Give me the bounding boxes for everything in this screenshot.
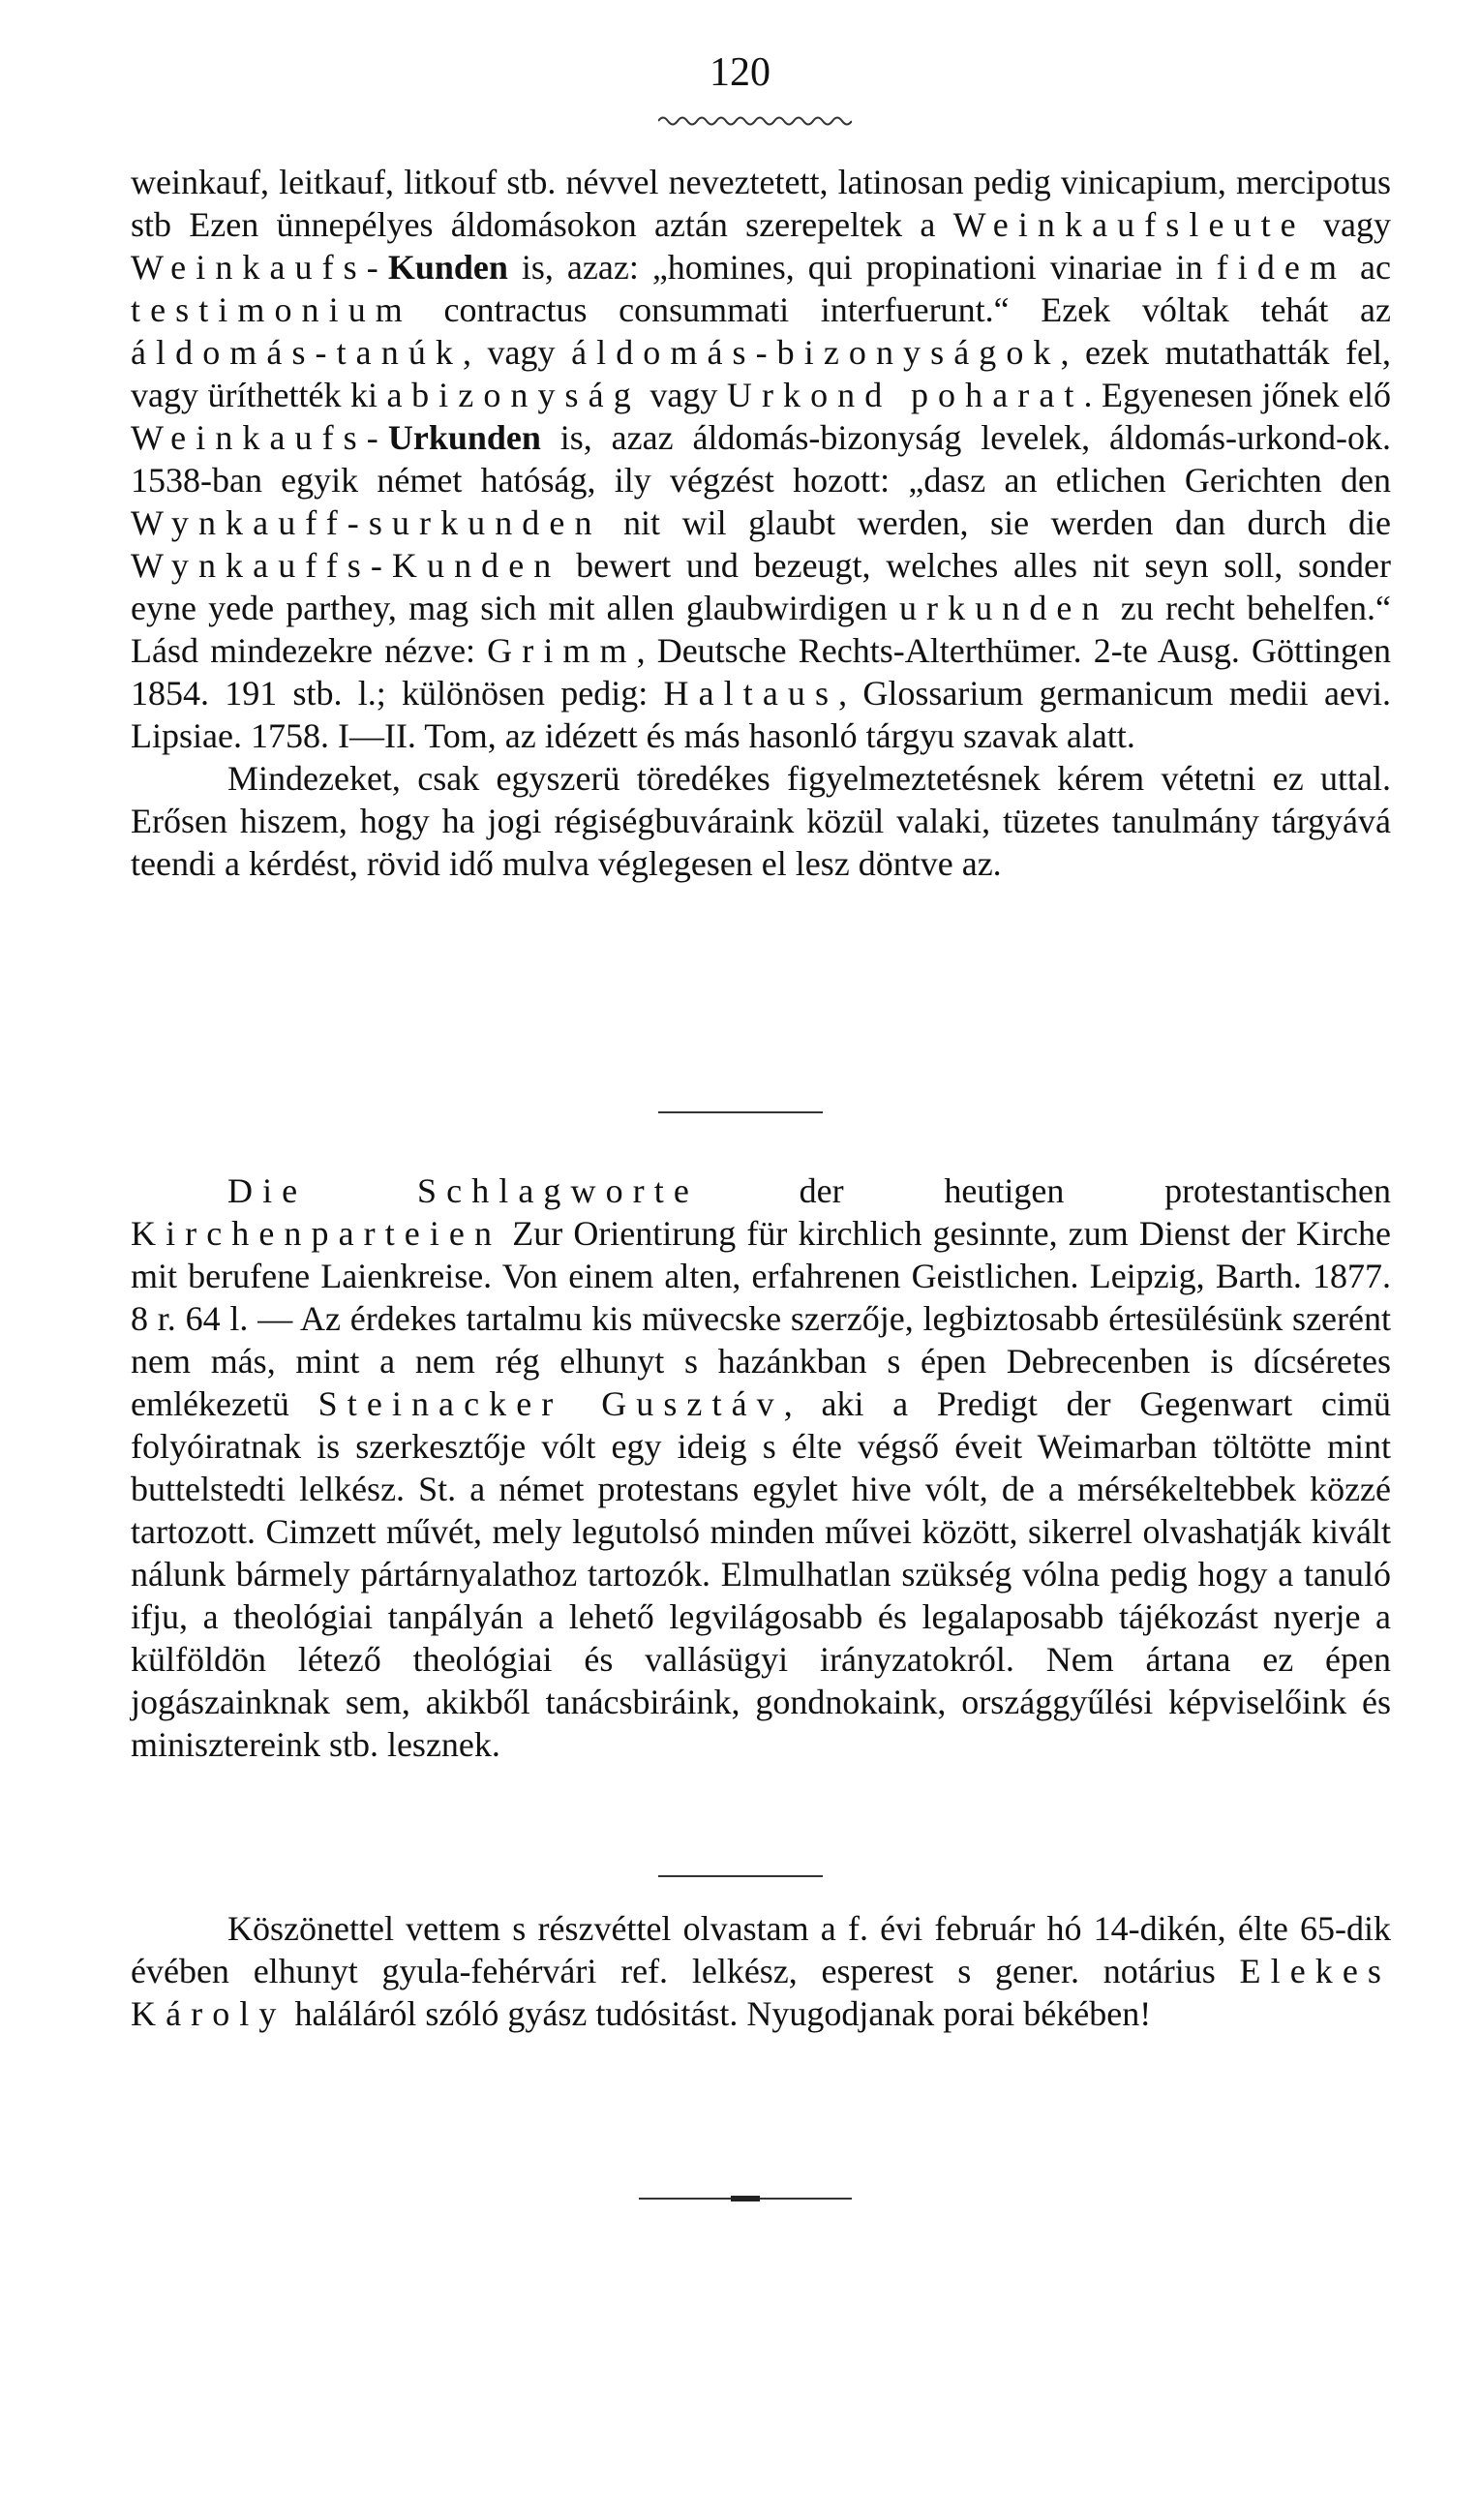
text-run: , Deutsche Rechts-Alterthümer. 2-te Ausg. Göttingen 1854. 191 stb. l.; különösen pedig:	[131, 631, 1391, 713]
page-number: 120	[710, 50, 770, 95]
paragraph	[131, 757, 1391, 885]
section-divider	[658, 1111, 823, 1113]
emphasized-text: Kunden	[387, 248, 508, 287]
text-run: , vagy	[462, 333, 572, 372]
paragraph	[131, 1907, 1391, 2035]
emphasized-text: áldomás-tanúk	[131, 333, 463, 372]
text-run: ac	[1346, 248, 1391, 287]
text-run: weinkauf, leitkauf, litkouf stb. névvel neveztetett, latinosan pedig vinicapium, mercipotus stb Ezen ünnepélyes áldomásokon aztán szerepeltek a	[131, 163, 1391, 244]
paragraph	[131, 161, 1391, 757]
text-run: haláláról szóló gyász tudósitást. Nyugodjanak porai békében!	[286, 1994, 1152, 2033]
text-run: . Egyenesen jőnek elő	[1083, 376, 1392, 414]
obituary-note	[131, 1907, 1391, 2035]
text-run: contractus consummati interfuerunt.“ Ezek vóltak tehát az	[411, 290, 1391, 329]
text-run: vagy	[1305, 205, 1392, 244]
emphasized-text: Steinacker Gusztáv	[317, 1384, 784, 1423]
text-run: is, azaz áldomás-bizonyság levelek, áldomás-urkond-ok. 1538-ban egyik német hatóság, ily végzést hozott: „dasz an etlichen Gerichten den	[131, 418, 1391, 500]
paragraph	[131, 1169, 1391, 1766]
emphasized-text: Urkond poharat	[726, 376, 1084, 414]
text-run: is, azaz: „homines, qui propinationi vinariae in	[507, 248, 1217, 287]
page-number-ornament	[658, 114, 852, 128]
emphasized-text: Elekes Károly	[131, 1952, 1391, 2033]
text-run: zu recht behelfen.“ Lásd mindezekre nézve:	[131, 589, 1391, 670]
emphasized-text: urkunden	[898, 589, 1109, 627]
book-review	[131, 1169, 1391, 1766]
text-run: nit wil glaubt werden, sie werden dan durch die	[601, 503, 1391, 542]
emphasized-text: Weinkaufs-	[131, 248, 388, 287]
section-divider	[658, 1875, 823, 1877]
emphasized-text: fidem	[1216, 248, 1347, 287]
text-run: , aki a Predigt der Gegenwart cimü folyóiratnak is szerkesztője vólt egy ideig s élte végső éveit Weimarban töltötte mint buttelstedti lelkész. St. a német protestans egylet hive vólt, de a mérsékeltebbek közzé tartozott. Cimzett művét, mely legutolsó minden művei között, sikerrel olvashatják kivált nálunk bármely pártárnyalathoz tartozók. Elmulhatlan szükség vólna pedig hogy a tanuló ifju, a theológiai tanpályán a lehető legvilágosabb és legalaposabb tájékozást nyerje a külföldön létező theológiai és vallásügyi irányzatokról. Nem ártana ez épen jogászainknak sem, akikből tanácsbiráink, gondnokaink, országgyűlési képviselőink és minisztereink stb. lesznek.	[131, 1384, 1391, 1764]
emphasized-text: bizonyság	[411, 376, 641, 414]
text-run: , Glossarium germanicum medii aevi. Lipsiae. 1758. I—II. Tom, az idézett és más hasonló tárgyu szavak alatt.	[131, 674, 1391, 755]
emphasized-text: Haltaus	[663, 674, 839, 713]
emphasized-text: Kirchenparteien	[131, 1214, 502, 1253]
emphasized-text: Grimm	[487, 631, 637, 670]
text-run: der heutigen protestantischen	[698, 1171, 1391, 1210]
emphasized-text: testimonium	[131, 290, 412, 329]
emphasized-text: Urkunden	[387, 418, 541, 457]
emphasized-text: Die Schlagworte	[227, 1171, 699, 1210]
emphasized-text: Weinkaufsleute	[952, 205, 1306, 244]
text-run: Mindezeket, csak egyszerü töredékes figyelmeztetésnek kérem vétetni ez uttal. Erősen hiszem, hogy ha jogi régiségbuváraink közül valaki, tüzetes tanulmány tárgyává teendi a kérdést, rövid idő mulva véglegesen el lesz döntve az.	[131, 759, 1391, 883]
text-run: bewert und bezeugt, welches alles nit seyn soll, sonder eyne yede parthey, mag sich mit allen glaubwirdigen	[131, 546, 1391, 627]
article-continuation	[131, 161, 1391, 885]
text-run: , ezek mutathatták fel, vagy üríthették ki a	[131, 333, 1391, 414]
end-ornament	[639, 2195, 852, 2202]
text-run: Zur Orientirung für kirchlich gesinnte, zum Dienst der Kirche mit berufene Laienkreise. Von einem alten, erfahrenen Geistlichen. Leipzig, Barth. 1877. 8 r. 64 l. — Az érdekes tartalmu kis müvecske szerzője, legbiztosabb értesülésünk szerént nem más, mint a nem rég elhunyt s hazánkban s épen Debrecenben is dícséretes emlékezetü	[131, 1214, 1391, 1423]
emphasized-text: Wynkauffs-Kunden	[131, 546, 561, 585]
text-run: Köszönettel vettem s részvéttel olvastam a f. évi február hó 14-dikén, élte 65-dik évében elhunyt gyula-fehérvári ref. lelkész, esperest s gener. notárius	[131, 1909, 1391, 1990]
emphasized-text: Wynkauff-surkunden	[131, 503, 602, 542]
text-run: vagy	[640, 376, 727, 414]
emphasized-text: áldomás-bizonyságok	[571, 333, 1061, 372]
emphasized-text: Weinkaufs-	[131, 418, 388, 457]
